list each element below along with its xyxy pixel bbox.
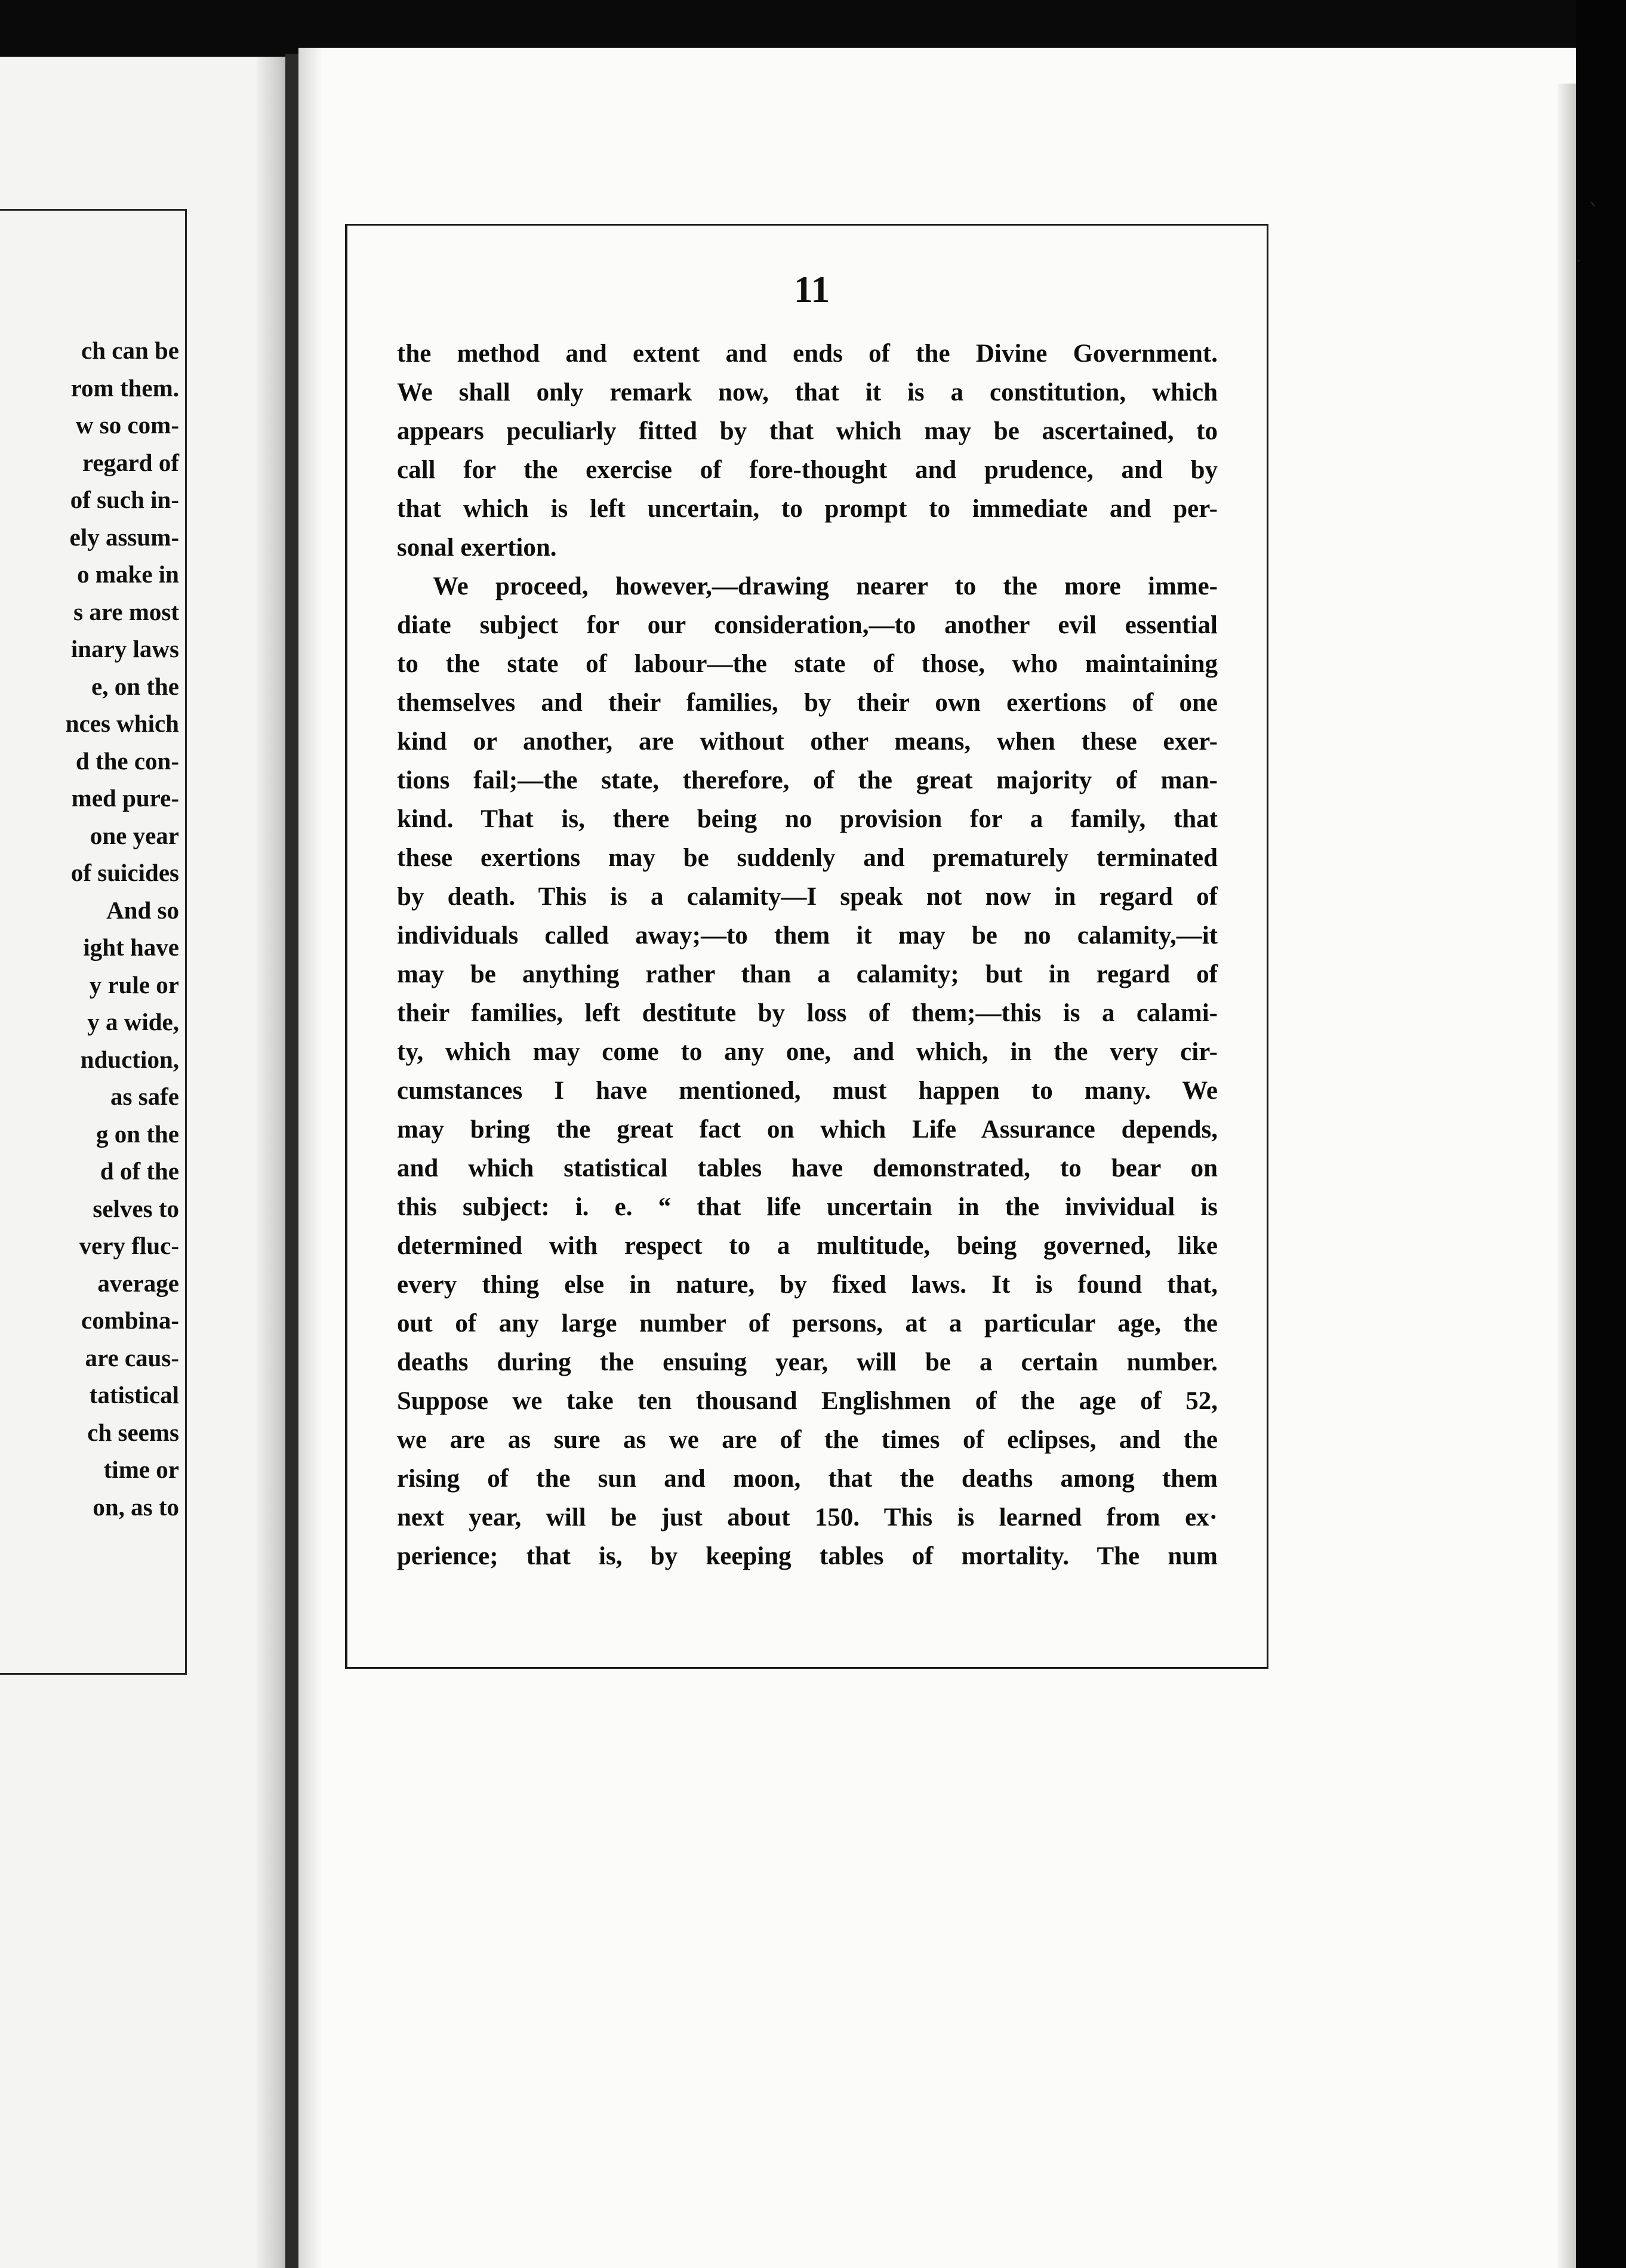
left-page-text-block	[0, 332, 179, 1526]
left-page-line: d the con-	[75, 747, 179, 775]
right-page-gutter-shadow	[298, 48, 322, 2268]
body-text-line: may be anything rather than a calamity; but in regard of	[397, 960, 1218, 988]
body-text-line: tions fail;—the state, therefore, of the great majority of man-	[397, 766, 1218, 794]
left-page-line: regard of	[82, 448, 179, 476]
body-text-line: may bring the great fact on which Life Assurance depends,	[397, 1115, 1218, 1144]
body-text-line: Suppose we take ten thousand Englishmen of the age of 52,	[397, 1387, 1218, 1415]
left-page-line: average	[97, 1269, 179, 1297]
left-page-line: d of the	[100, 1157, 179, 1185]
left-page-line: ight have	[83, 933, 179, 961]
left-page-line: combina-	[81, 1306, 179, 1334]
body-text-line: We shall only remark now, that it is a constitution, which	[397, 378, 1218, 406]
left-page-line: ely assum-	[69, 523, 179, 551]
left-page-line: nduction,	[80, 1045, 179, 1073]
right-page-text-block	[397, 334, 1218, 1576]
body-text-line: ty, which may come to any one, and which, in the very cir-	[397, 1038, 1218, 1066]
page-number: 11	[793, 268, 830, 310]
body-text-line: this subject: i. e. “ that life uncertain in the invividual is	[397, 1193, 1218, 1221]
body-text-line: next year, will be just about 150. This is learned from ex·	[397, 1503, 1218, 1531]
right-page-edge	[1558, 84, 1576, 2268]
left-page-line: selves to	[93, 1194, 179, 1222]
body-text-line: We proceed, however,—drawing nearer to the more imme-	[433, 572, 1218, 600]
body-text-line: we are as sure as we are of the times of eclipses, and the	[397, 1426, 1218, 1454]
left-page-line: w so com-	[75, 411, 179, 439]
scan-background-edge	[1576, 0, 1626, 2268]
body-text-line: by death. This is a calamity—I speak not now in regard of	[397, 883, 1218, 911]
scan-speck: ˎ	[1588, 179, 1600, 207]
left-page-line: med pure-	[71, 784, 179, 812]
left-page-line: tatistical	[89, 1381, 179, 1409]
body-text-line: perience; that is, by keeping tables of mortality. The num	[397, 1542, 1218, 1570]
body-text-line: to the state of labour—the state of those, who maintaining	[397, 650, 1218, 678]
left-page-line: on, as to	[93, 1493, 179, 1521]
left-page-line: y rule or	[89, 970, 179, 999]
left-page-line: one year	[90, 821, 179, 849]
body-text-line: cumstances I have mentioned, must happen to many. We	[397, 1077, 1218, 1105]
left-page-line: of such in-	[70, 486, 179, 513]
body-text-line: kind. That is, there being no provision for a family, that	[397, 805, 1218, 833]
left-page-line: ch can be	[81, 337, 179, 364]
body-text-line: deaths during the ensuing year, will be a certain number.	[397, 1348, 1218, 1376]
scan-speck: ·	[1576, 251, 1582, 272]
body-text-line: sonal exertion.	[397, 534, 557, 562]
body-text-line: call for the exercise of fore-thought and prudence, and by	[397, 456, 1218, 484]
left-page-line: very fluc-	[79, 1232, 179, 1259]
left-page-line: nces which	[65, 710, 179, 737]
left-page-line: s are most	[73, 597, 179, 625]
body-text-line: diate subject for our consideration,—to another evil essential	[397, 611, 1218, 639]
body-text-line: individuals called away;—to them it may be no calamity,—it	[397, 922, 1218, 950]
body-text-line: themselves and their families, by their own exertions of one	[397, 689, 1218, 717]
body-text-line: their families, left destitute by loss of them;—this is a calami-	[397, 999, 1218, 1027]
body-text-line: kind or another, are without other means, when these exer-	[397, 728, 1218, 756]
left-page-line: And so	[106, 896, 179, 924]
body-text-line: appears peculiarly fitted by that which may be ascertained, to	[397, 417, 1218, 445]
body-text-line: the method and extent and ends of the Divine Government.	[397, 340, 1218, 368]
body-text-line: and which statistical tables have demonstrated, to bear on	[397, 1154, 1218, 1182]
left-page-line: as safe	[110, 1083, 179, 1110]
left-page-line: are caus-	[85, 1343, 179, 1372]
body-text-line: rising of the sun and moon, that the deaths among them	[397, 1465, 1218, 1493]
left-page-line: o make in	[77, 560, 179, 588]
body-text-line: that which is left uncertain, to prompt to immediate and per-	[397, 495, 1218, 523]
body-text-line: these exertions may be suddenly and prematurely terminated	[397, 844, 1218, 872]
left-page-line: of suicides	[70, 859, 179, 886]
left-page-line: g on the	[96, 1120, 179, 1148]
left-page-line: y a wide,	[87, 1008, 179, 1036]
body-text-line: every thing else in nature, by fixed laws. It is found that,	[397, 1271, 1218, 1299]
left-page-line: inary laws	[70, 635, 179, 662]
body-text-line: determined with respect to a multitude, being governed, like	[397, 1232, 1218, 1260]
left-page-line: ch seems	[87, 1418, 179, 1446]
left-page-line: time or	[103, 1456, 179, 1483]
left-page-line: e, on the	[91, 672, 179, 700]
body-text-line: out of any large number of persons, at a particular age, the	[397, 1309, 1218, 1338]
left-page-line: rom them.	[70, 374, 179, 402]
